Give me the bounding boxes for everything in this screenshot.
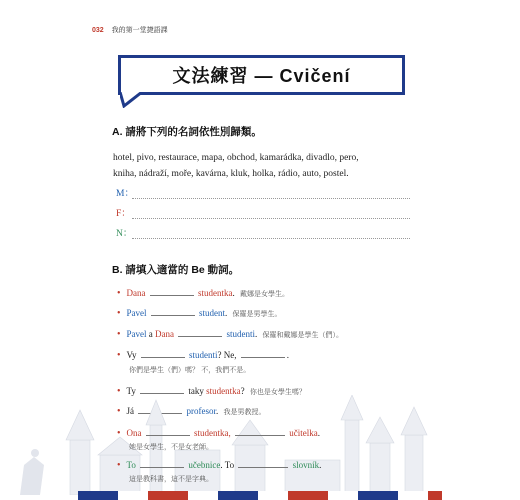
punct: ? bbox=[240, 386, 245, 396]
answer-line-n[interactable] bbox=[132, 228, 410, 239]
flag-stripe bbox=[398, 491, 428, 500]
conjunction: a bbox=[146, 329, 156, 339]
flag-stripe bbox=[288, 491, 328, 500]
answer-row-n[interactable] bbox=[116, 225, 410, 239]
section-b-heading: B. 請填入適當的 Be 動詞。 bbox=[112, 264, 240, 276]
answer-line-m[interactable] bbox=[132, 188, 410, 199]
punct: . bbox=[232, 288, 235, 298]
bullet-icon: • bbox=[117, 460, 121, 471]
answer-row-m[interactable] bbox=[116, 185, 410, 199]
translation-7: 她是女學生，不是女老師。 bbox=[129, 443, 213, 451]
bullet-icon: • bbox=[117, 428, 121, 439]
translation: 保羅是男學生。 bbox=[232, 310, 282, 318]
book-title: 我的第一堂捷語課 bbox=[111, 27, 168, 34]
predicate: profesor bbox=[186, 406, 217, 416]
answer-label-n: N： bbox=[116, 229, 133, 239]
exercise-item-7 bbox=[117, 427, 320, 439]
flag-stripe bbox=[358, 491, 398, 500]
word-list-line-1: hotel, pivo, restaurace, mapa, obchod, kamarádka, divadlo, pero, bbox=[113, 153, 359, 163]
predicate: studentka, bbox=[194, 428, 231, 438]
predicate: studentka bbox=[198, 288, 233, 298]
translation-4: 你們是學生（們）嗎？ 不，我們不是。 bbox=[129, 366, 251, 374]
subject: Pavel bbox=[126, 329, 147, 339]
prague-skyline-icon bbox=[0, 395, 520, 495]
page-title: 文法練習 — Cvičení bbox=[172, 66, 351, 86]
bullet-icon: • bbox=[117, 308, 121, 319]
translation: 戴娜是女學生。 bbox=[240, 290, 290, 298]
exercise-item-2 bbox=[117, 307, 282, 319]
page-number: 032 bbox=[92, 27, 104, 34]
flag-stripe bbox=[188, 491, 218, 500]
answer-label-m: M： bbox=[116, 189, 134, 199]
blank-field[interactable] bbox=[141, 349, 185, 358]
flag-stripe bbox=[118, 491, 148, 500]
running-header bbox=[92, 25, 168, 35]
blank-field[interactable] bbox=[235, 427, 285, 436]
flag-stripe bbox=[328, 491, 358, 500]
exercise-item-8 bbox=[117, 459, 321, 471]
predicate: učebnice bbox=[188, 460, 221, 470]
answer-row-f[interactable] bbox=[116, 205, 410, 219]
subject: To bbox=[126, 460, 136, 470]
punct: . bbox=[317, 428, 321, 438]
adverb: taky bbox=[188, 386, 204, 396]
blank-field[interactable] bbox=[150, 287, 194, 296]
section-a-heading: A. 請將下列的名詞依性別歸類。 bbox=[112, 126, 262, 138]
speech-tail-icon bbox=[120, 92, 150, 108]
bullet-icon: • bbox=[117, 329, 121, 340]
punct: . bbox=[255, 329, 258, 339]
blank-field[interactable] bbox=[140, 459, 184, 468]
punct: . bbox=[216, 406, 219, 416]
bullet-icon: • bbox=[117, 406, 121, 417]
exercise-item-3 bbox=[117, 328, 343, 340]
predicate: student bbox=[199, 308, 226, 318]
blank-field[interactable] bbox=[178, 328, 222, 337]
subject: Ona bbox=[126, 428, 142, 438]
exercise-item-1 bbox=[117, 287, 289, 299]
exercise-item-4 bbox=[117, 349, 289, 361]
bullet-icon: • bbox=[117, 288, 121, 299]
punct: . bbox=[319, 460, 322, 470]
subject: Dana bbox=[126, 288, 146, 298]
subject-2: Dana bbox=[155, 329, 175, 339]
translation: 保羅和戴娜是學生（們）。 bbox=[262, 331, 344, 339]
subject: Pavel bbox=[126, 308, 147, 318]
subject: Vy bbox=[126, 350, 137, 360]
blank-field[interactable] bbox=[140, 385, 184, 394]
bullet-icon: • bbox=[117, 350, 121, 361]
bullet-icon: • bbox=[117, 386, 121, 397]
subject-2: . To bbox=[220, 460, 235, 470]
predicate-2: slovník bbox=[292, 460, 320, 470]
subject: Ty bbox=[126, 386, 136, 396]
predicate-2: učitelka bbox=[289, 428, 318, 438]
word-list-line-2: kniha, nádraží, moře, kavárna, kluk, holka, rádio, auto, postel. bbox=[113, 169, 349, 179]
word-list bbox=[113, 150, 413, 182]
blank-field[interactable] bbox=[238, 459, 288, 468]
flag-stripe bbox=[428, 491, 442, 500]
answer-label-f: F： bbox=[116, 209, 131, 219]
predicate: studenti bbox=[226, 329, 256, 339]
blank-field[interactable] bbox=[146, 427, 190, 436]
blank-field[interactable] bbox=[241, 349, 285, 358]
answer-line-f[interactable] bbox=[132, 208, 410, 219]
predicate: studentka bbox=[206, 386, 241, 396]
predicate: studenti bbox=[189, 350, 218, 360]
translation: 我是男教授。 bbox=[223, 408, 266, 416]
punct: . bbox=[225, 308, 228, 318]
flag-stripe bbox=[148, 491, 188, 500]
flag-stripe bbox=[218, 491, 258, 500]
translation-8: 這是教科書，這不是字典。 bbox=[129, 475, 213, 483]
translation: 你也是女學生嗎？ bbox=[249, 388, 306, 396]
flag-stripe bbox=[258, 491, 288, 500]
subject: Já bbox=[126, 406, 135, 416]
punct: . bbox=[286, 350, 290, 360]
answer-start: ? Ne, bbox=[217, 350, 237, 360]
title-box bbox=[118, 55, 405, 95]
flag-stripe bbox=[78, 491, 118, 500]
blank-field[interactable] bbox=[151, 307, 195, 316]
